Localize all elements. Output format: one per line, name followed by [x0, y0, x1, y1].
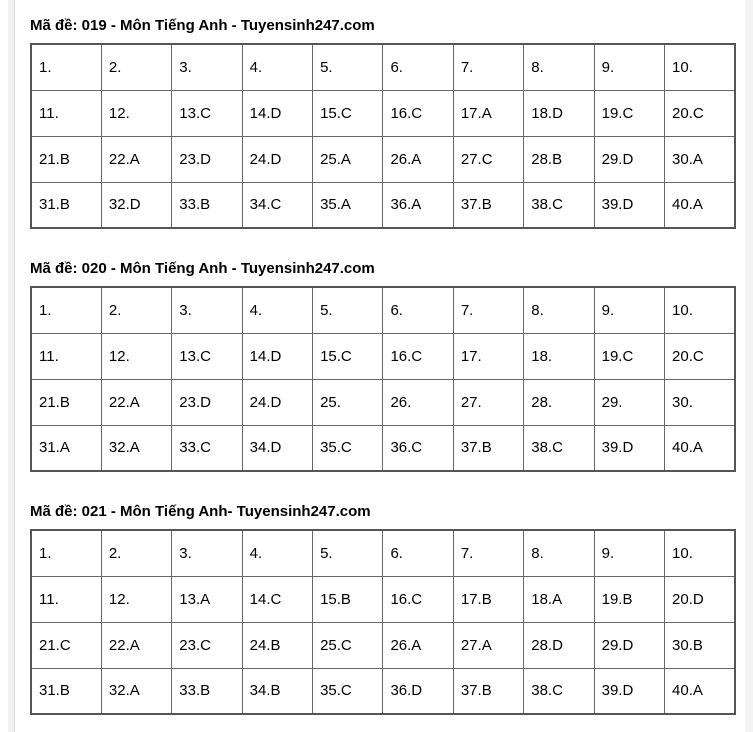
section-title: Mã đề: 019 - Môn Tiếng Anh - Tuyensinh247.com — [30, 17, 375, 34]
table-row — [31, 90, 735, 136]
answer-cell: 8. — [524, 530, 594, 576]
answer-cell: 38.C — [524, 425, 594, 471]
answer-cell: 15.C — [313, 333, 383, 379]
answer-cell: 16.C — [383, 90, 453, 136]
answer-cell: 24.B — [242, 622, 312, 668]
table-row — [31, 576, 735, 622]
answer-cell: 33.B — [172, 182, 242, 228]
answer-cell: 40.A — [665, 182, 735, 228]
answer-cell: 33.B — [172, 668, 242, 714]
table-row — [31, 287, 735, 333]
answer-table — [30, 529, 736, 715]
answer-cell: 8. — [524, 287, 594, 333]
answer-cell: 35.C — [313, 425, 383, 471]
answer-cell: 30.A — [665, 136, 735, 182]
answer-cell: 28.B — [524, 136, 594, 182]
answer-cell: 8. — [524, 44, 594, 90]
answer-cell: 11. — [31, 333, 101, 379]
answer-cell: 16.C — [383, 333, 453, 379]
answer-cell: 15.B — [313, 576, 383, 622]
answer-cell: 3. — [172, 44, 242, 90]
answer-cell: 25. — [313, 379, 383, 425]
answer-cell: 26.A — [383, 136, 453, 182]
section-title: Mã đề: 020 - Môn Tiếng Anh - Tuyensinh247.com — [30, 260, 375, 277]
answer-cell: 18. — [524, 333, 594, 379]
answer-cell: 36.A — [383, 182, 453, 228]
answer-cell: 16.C — [383, 576, 453, 622]
answer-cell: 6. — [383, 530, 453, 576]
answer-cell: 6. — [383, 44, 453, 90]
answer-cell: 28. — [524, 379, 594, 425]
answer-cell: 6. — [383, 287, 453, 333]
answer-cell: 31.A — [31, 425, 101, 471]
answer-cell: 9. — [594, 287, 664, 333]
answer-cell: 27. — [453, 379, 523, 425]
table-row — [31, 379, 735, 425]
answer-cell: 21.C — [31, 622, 101, 668]
answer-cell: 12. — [101, 333, 171, 379]
answer-cell: 23.D — [172, 379, 242, 425]
page-left-border — [8, 0, 15, 732]
answer-cell: 17.A — [453, 90, 523, 136]
answer-cell: 29.D — [594, 136, 664, 182]
answer-cell: 5. — [313, 44, 383, 90]
answer-section-020 — [30, 260, 736, 472]
answer-cell: 21.B — [31, 379, 101, 425]
answer-cell: 12. — [101, 90, 171, 136]
answer-cell: 39.D — [594, 182, 664, 228]
answer-cell: 34.B — [242, 668, 312, 714]
answer-cell: 3. — [172, 530, 242, 576]
answer-cell: 32.A — [101, 425, 171, 471]
answer-cell: 37.B — [453, 668, 523, 714]
answer-cell: 13.C — [172, 333, 242, 379]
answer-cell: 17. — [453, 333, 523, 379]
answer-cell: 22.A — [101, 622, 171, 668]
answer-cell: 11. — [31, 90, 101, 136]
answer-cell: 15.C — [313, 90, 383, 136]
answer-cell: 19.B — [594, 576, 664, 622]
answer-cell: 7. — [453, 44, 523, 90]
answer-cell: 14.C — [242, 576, 312, 622]
answer-cell: 30. — [665, 379, 735, 425]
answer-cell: 35.C — [313, 668, 383, 714]
answer-cell: 40.A — [665, 425, 735, 471]
table-row — [31, 136, 735, 182]
answer-cell: 37.B — [453, 182, 523, 228]
answer-cell: 18.A — [524, 576, 594, 622]
answer-cell: 35.A — [313, 182, 383, 228]
answer-cell: 18.D — [524, 90, 594, 136]
answer-cell: 12. — [101, 576, 171, 622]
answer-cell: 24.D — [242, 136, 312, 182]
answer-cell: 13.C — [172, 90, 242, 136]
answer-cell: 27.A — [453, 622, 523, 668]
answer-cell: 9. — [594, 530, 664, 576]
answer-cell: 25.A — [313, 136, 383, 182]
answer-cell: 2. — [101, 530, 171, 576]
answer-cell: 20.C — [665, 90, 735, 136]
table-row — [31, 530, 735, 576]
answer-section-021 — [30, 503, 736, 715]
answer-cell: 2. — [101, 287, 171, 333]
answer-cell: 10. — [665, 530, 735, 576]
answer-cell: 5. — [313, 287, 383, 333]
answer-cell: 7. — [453, 530, 523, 576]
answer-cell: 9. — [594, 44, 664, 90]
table-row — [31, 182, 735, 228]
answer-table — [30, 43, 736, 229]
answer-cell: 31.B — [31, 182, 101, 228]
page-right-border — [745, 0, 753, 732]
answer-cell: 21.B — [31, 136, 101, 182]
answer-cell: 30.B — [665, 622, 735, 668]
answer-cell: 19.C — [594, 333, 664, 379]
answer-cell: 32.A — [101, 668, 171, 714]
answer-cell: 31.B — [31, 668, 101, 714]
answer-cell: 22.A — [101, 136, 171, 182]
answer-cell: 4. — [242, 287, 312, 333]
table-row — [31, 333, 735, 379]
answer-cell: 34.D — [242, 425, 312, 471]
answer-cell: 38.C — [524, 668, 594, 714]
answer-cell: 1. — [31, 530, 101, 576]
answer-table — [30, 286, 736, 472]
answer-cell: 14.D — [242, 90, 312, 136]
answer-cell: 19.C — [594, 90, 664, 136]
answer-cell: 26. — [383, 379, 453, 425]
answer-cell: 29. — [594, 379, 664, 425]
answer-cell: 3. — [172, 287, 242, 333]
answer-cell: 1. — [31, 44, 101, 90]
answer-cell: 34.C — [242, 182, 312, 228]
answer-cell: 10. — [665, 44, 735, 90]
answer-cell: 33.C — [172, 425, 242, 471]
answer-cell: 39.D — [594, 425, 664, 471]
table-row — [31, 425, 735, 471]
answer-cell: 28.D — [524, 622, 594, 668]
answer-cell: 32.D — [101, 182, 171, 228]
answer-cell: 17.B — [453, 576, 523, 622]
table-row — [31, 44, 735, 90]
answer-cell: 7. — [453, 287, 523, 333]
answer-cell: 39.D — [594, 668, 664, 714]
answer-cell: 37.B — [453, 425, 523, 471]
answer-cell: 1. — [31, 287, 101, 333]
answer-cell: 20.D — [665, 576, 735, 622]
answer-cell: 36.D — [383, 668, 453, 714]
answer-cell: 24.D — [242, 379, 312, 425]
answer-cell: 11. — [31, 576, 101, 622]
answer-cell: 22.A — [101, 379, 171, 425]
answer-cell: 2. — [101, 44, 171, 90]
answer-cell: 40.A — [665, 668, 735, 714]
answer-cell: 26.A — [383, 622, 453, 668]
table-row — [31, 622, 735, 668]
answer-cell: 36.C — [383, 425, 453, 471]
answer-cell: 29.D — [594, 622, 664, 668]
answer-cell: 23.C — [172, 622, 242, 668]
answer-cell: 14.D — [242, 333, 312, 379]
table-row — [31, 668, 735, 714]
answer-cell: 38.C — [524, 182, 594, 228]
answer-cell: 4. — [242, 44, 312, 90]
answer-cell: 23.D — [172, 136, 242, 182]
answer-cell: 10. — [665, 287, 735, 333]
answer-cell: 13.A — [172, 576, 242, 622]
answer-cell: 5. — [313, 530, 383, 576]
answer-cell: 4. — [242, 530, 312, 576]
answer-section-019 — [30, 17, 736, 229]
answer-cell: 25.C — [313, 622, 383, 668]
section-title: Mã đề: 021 - Môn Tiếng Anh- Tuyensinh247.com — [30, 503, 371, 520]
answer-cell: 27.C — [453, 136, 523, 182]
answer-cell: 20.C — [665, 333, 735, 379]
